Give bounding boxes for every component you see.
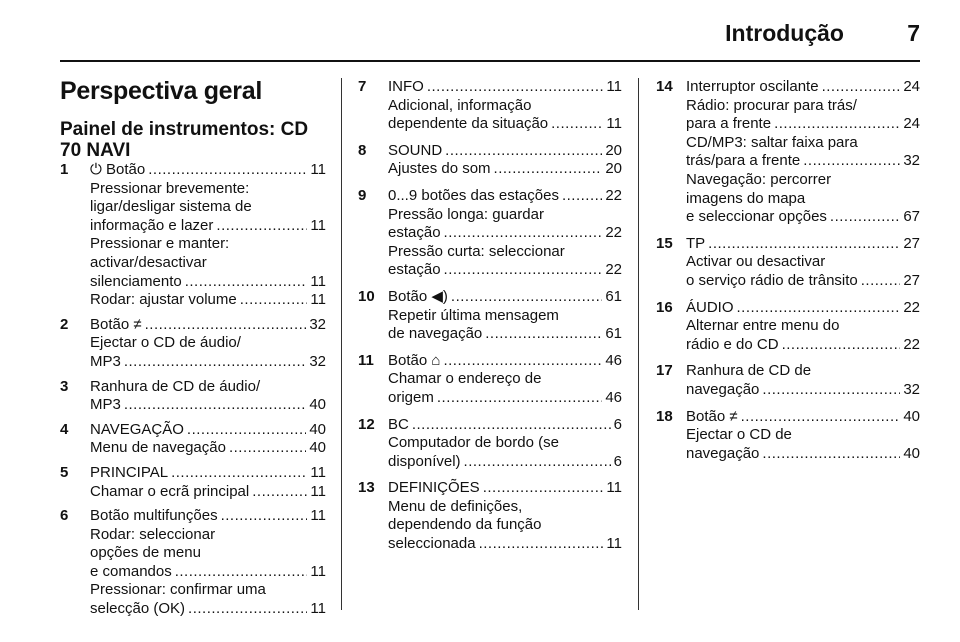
entry-text: trás/para a frente [686, 152, 801, 170]
entry-item [60, 316, 326, 372]
entry-line [388, 516, 622, 535]
entry-line [90, 581, 326, 600]
entry-text: Adicional, informação [388, 96, 532, 114]
dot-leader [412, 416, 611, 435]
page-reference: 22 [903, 335, 920, 353]
page-reference: 11 [310, 216, 326, 234]
entry-line [388, 307, 622, 326]
entry-line [686, 78, 920, 97]
dot-leader [803, 152, 900, 171]
page-reference: 32 [309, 315, 326, 333]
dot-leader [822, 78, 901, 97]
entry-text: Menu de definições, [388, 497, 523, 515]
page-reference: 20 [605, 160, 622, 178]
entry-text: Botão multifunções [90, 507, 218, 525]
entry-line [90, 544, 326, 563]
entry-item [60, 161, 326, 310]
entry-text: PRINCIPAL [90, 463, 169, 481]
entry-text: Botão ≠ [686, 407, 738, 425]
entry-text: rádio e do CD [686, 335, 779, 353]
entry-line [388, 370, 622, 389]
page-reference: 46 [605, 351, 622, 369]
entry-text: NAVEGAÇÃO [90, 420, 184, 438]
subsection-title: Painel de instrumentos: CD 70 NAVI [60, 119, 309, 161]
entry-line [90, 316, 326, 335]
entry-text: estação [388, 261, 441, 279]
entry-text: dependendo da função [388, 516, 542, 534]
entry-number: 17 [656, 362, 673, 380]
entry-line [90, 334, 326, 353]
page-reference: 22 [605, 186, 622, 204]
entry-item [656, 408, 920, 464]
entry-text: DEFINIÇÕES [388, 479, 480, 497]
page-reference: 46 [605, 388, 622, 406]
dot-leader [185, 273, 308, 292]
page-reference: 24 [903, 78, 920, 95]
entry-text: MP3 [90, 396, 121, 414]
dot-leader [240, 291, 308, 310]
dot-leader [741, 408, 901, 427]
page-reference: 61 [605, 287, 622, 305]
page-reference: 27 [903, 271, 920, 289]
entry-line [388, 78, 622, 97]
entry-item [60, 378, 326, 415]
page-reference: 40 [903, 407, 920, 425]
entry-number: 4 [60, 420, 69, 438]
entry-list [358, 78, 622, 554]
entry-line [388, 453, 622, 472]
entry-line [388, 187, 622, 206]
entry-text: Pressionar brevemente: [90, 179, 250, 197]
entry-line [686, 408, 920, 427]
entry-line [388, 243, 622, 262]
entry-text: CD/MP3: saltar faixa para [686, 133, 858, 151]
entry-line [388, 160, 622, 179]
column-1 [60, 76, 326, 625]
entry-number: 1 [60, 161, 69, 178]
dot-leader [252, 483, 307, 502]
entry-line [90, 378, 326, 397]
entry-line [686, 171, 920, 190]
page-header [60, 14, 920, 54]
entry-item [656, 299, 920, 355]
dot-leader [762, 381, 900, 400]
entry-text: Botão ≠ [90, 315, 142, 333]
entry-line [686, 97, 920, 116]
entry-item [656, 235, 920, 291]
entry-line [388, 479, 622, 498]
entry-text: Navegação: percorrer [686, 170, 832, 188]
entry-text: disponível) [388, 452, 461, 470]
entry-item [358, 479, 622, 553]
entry-number: 9 [358, 186, 367, 204]
entry-line [388, 389, 622, 408]
entry-text: Pressionar e manter: [90, 235, 230, 253]
page-reference: 11 [606, 115, 622, 133]
entry-text: informação e lazer [90, 216, 214, 234]
entry-number: 8 [358, 141, 367, 159]
entry-text: selecção (OK) [90, 600, 186, 618]
entry-text: activar/desactivar [90, 253, 207, 271]
entry-text: de navegação [388, 325, 483, 343]
entry-line [388, 498, 622, 517]
entry-number: 13 [358, 479, 375, 497]
entry-text: Activar ou desactivar [686, 253, 826, 271]
page-reference: 11 [310, 507, 326, 525]
entry-line [90, 483, 326, 502]
entry-line [388, 288, 622, 307]
entry-line [388, 325, 622, 344]
dot-leader [494, 160, 603, 179]
dot-leader [479, 535, 604, 554]
page-reference: 11 [606, 535, 622, 553]
entry-number: 16 [656, 298, 673, 316]
dot-leader [861, 272, 901, 291]
dot-leader [188, 600, 307, 619]
entry-line [686, 134, 920, 153]
entry-line [686, 381, 920, 400]
dot-leader [171, 464, 307, 483]
entry-text: Rodar: ajustar volume [90, 291, 237, 309]
entry-text: ligar/desligar sistema de [90, 198, 252, 216]
dot-leader [145, 316, 307, 335]
entry-text: Ranhura de CD de áudio/ [90, 377, 261, 395]
entry-line [388, 416, 622, 435]
entry-item [358, 142, 622, 179]
entry-text: Repetir última mensagem [388, 306, 559, 324]
entry-number: 5 [60, 463, 69, 481]
entry-line [90, 353, 326, 372]
page-reference: 11 [310, 463, 326, 481]
dot-leader [148, 161, 307, 180]
dot-leader [444, 224, 603, 243]
page-reference: 27 [903, 234, 920, 252]
entry-line [90, 273, 326, 292]
dot-leader [124, 353, 306, 372]
dot-leader [445, 142, 602, 161]
page-reference: 11 [310, 291, 326, 309]
dot-leader [451, 288, 602, 307]
entry-item [656, 78, 920, 227]
entry-text: origem [388, 388, 434, 406]
dot-leader [485, 325, 602, 344]
entry-text: Ranhura de CD de [686, 362, 812, 380]
dot-leader [762, 445, 900, 464]
page-reference: 40 [309, 396, 326, 414]
entry-text: ÁUDIO [686, 298, 734, 316]
page-reference: 32 [309, 352, 326, 370]
column-divider [341, 78, 342, 610]
entry-text: silenciamento [90, 272, 182, 290]
column-divider [638, 78, 639, 610]
page-reference: 24 [903, 115, 920, 133]
entry-item [358, 78, 622, 134]
entry-line [90, 526, 326, 545]
entry-line [388, 224, 622, 243]
entry-line [90, 439, 326, 458]
entry-item [358, 352, 622, 408]
entry-line [90, 507, 326, 526]
dot-leader [464, 453, 611, 472]
entry-text: SOUND [388, 141, 443, 159]
entry-item [358, 288, 622, 344]
page-number: 7 [907, 20, 920, 46]
entry-number: 10 [358, 287, 375, 305]
entry-text: navegação [686, 444, 760, 462]
entry-text: dependente da situação [388, 115, 549, 133]
entry-line [90, 235, 326, 254]
entry-number: 15 [656, 234, 673, 252]
entry-text: estação [388, 224, 441, 242]
dot-leader [551, 115, 603, 134]
entry-line [388, 261, 622, 280]
entry-text: Botão ◀) [388, 287, 448, 305]
page-reference: 6 [613, 452, 622, 470]
entry-text: seleccionada [388, 535, 476, 553]
column-3 [656, 78, 920, 471]
entry-line [686, 235, 920, 254]
entry-text: Chamar o endereço de [388, 370, 542, 388]
page-reference: 11 [310, 161, 326, 178]
entry-line [686, 445, 920, 464]
page-reference: 20 [605, 141, 622, 159]
entry-number: 11 [358, 351, 374, 369]
entry-line [686, 152, 920, 171]
dot-leader [124, 396, 306, 415]
page-reference: 11 [606, 78, 622, 95]
entry-item [358, 416, 622, 472]
section-title: Perspectiva geral [60, 77, 262, 105]
entry-line [90, 600, 326, 619]
entry-line [90, 180, 326, 199]
header-title: Introdução [725, 20, 844, 46]
entry-number: 12 [358, 415, 375, 433]
entry-text: opções de menu [90, 544, 201, 562]
entry-item [656, 362, 920, 399]
dot-leader [562, 187, 602, 206]
entry-line [686, 362, 920, 381]
dot-leader [443, 352, 602, 371]
header-rule [60, 60, 920, 62]
page-reference: 40 [903, 444, 920, 462]
entry-line [90, 198, 326, 217]
page-reference: 61 [605, 325, 622, 343]
entry-text: Ejectar o CD de [686, 426, 792, 444]
dot-leader [437, 389, 602, 408]
entry-text: MP3 [90, 352, 121, 370]
entry-line [388, 142, 622, 161]
entry-text: Rodar: seleccionar [90, 525, 216, 543]
entry-line [388, 206, 622, 225]
entry-line [90, 291, 326, 310]
page-reference: 11 [310, 272, 326, 290]
page-reference: 6 [613, 415, 622, 433]
entry-line [388, 115, 622, 134]
entry-line [686, 208, 920, 227]
entry-text: Chamar o ecrã principal [90, 482, 250, 500]
page-reference: 22 [605, 261, 622, 279]
dot-leader [830, 208, 900, 227]
dot-leader [782, 336, 901, 355]
entry-line [90, 217, 326, 236]
page-reference: 11 [606, 479, 622, 497]
entry-line [90, 254, 326, 273]
dot-leader [737, 299, 901, 318]
entry-line [686, 336, 920, 355]
entry-text: Interruptor oscilante [686, 78, 819, 95]
entry-number: 3 [60, 377, 69, 395]
entry-number: 18 [656, 407, 673, 425]
entry-list [656, 78, 920, 463]
entry-text: Ajustes do som [388, 160, 491, 178]
entry-line [90, 563, 326, 582]
entry-line [388, 434, 622, 453]
entry-text: para a frente [686, 115, 772, 133]
entry-text: Alternar entre menu do [686, 317, 840, 335]
entry-item [358, 187, 622, 280]
entry-text: Pressão curta: seleccionar [388, 242, 565, 260]
entry-text: e seleccionar opções [686, 208, 827, 226]
entry-text: o serviço rádio de trânsito [686, 271, 858, 289]
entry-number: 7 [358, 78, 367, 95]
entry-text: 0...9 botões das estações [388, 186, 559, 204]
page-reference: 11 [310, 562, 326, 580]
entry-item [60, 464, 326, 501]
dot-leader [444, 261, 603, 280]
entry-line [686, 299, 920, 318]
dot-leader [708, 235, 900, 254]
entry-text: Rádio: procurar para trás/ [686, 96, 857, 114]
entry-text: TP [686, 234, 706, 252]
entry-list [60, 161, 326, 619]
entry-text: Menu de navegação [90, 439, 226, 457]
dot-leader [175, 563, 308, 582]
dot-leader [187, 421, 306, 440]
entry-line [90, 464, 326, 483]
entry-line [388, 535, 622, 554]
dot-leader [221, 507, 308, 526]
dot-leader [483, 479, 604, 498]
page-reference: 11 [310, 600, 326, 618]
dot-leader [216, 217, 307, 236]
entry-line [686, 426, 920, 445]
entry-line [388, 352, 622, 371]
entry-text: e comandos [90, 562, 172, 580]
entry-line [686, 190, 920, 209]
entry-number: 14 [656, 78, 673, 95]
entry-line [90, 161, 326, 180]
page-reference: 67 [903, 208, 920, 226]
page-reference: 32 [903, 152, 920, 170]
entry-text: ⏻ Botão [90, 161, 146, 178]
page-reference: 40 [309, 439, 326, 457]
entry-text: INFO [388, 78, 424, 95]
page-reference: 11 [310, 482, 326, 500]
entry-line [686, 272, 920, 291]
entry-text: Ejectar o CD de áudio/ [90, 334, 241, 352]
column-2 [358, 78, 622, 562]
dot-leader [427, 78, 604, 97]
entry-text: Computador de bordo (se [388, 434, 559, 452]
entry-number: 6 [60, 507, 69, 525]
page-reference: 22 [605, 224, 622, 242]
entry-line [90, 421, 326, 440]
entry-text: imagens do mapa [686, 189, 806, 207]
entry-text: Botão ⌂ [388, 351, 441, 369]
page-reference: 22 [903, 298, 920, 316]
entry-line [90, 396, 326, 415]
dot-leader [774, 115, 900, 134]
entry-item [60, 507, 326, 619]
entry-item [60, 421, 326, 458]
page-reference: 32 [903, 380, 920, 398]
entry-text: navegação [686, 380, 760, 398]
entry-line [388, 97, 622, 116]
entry-text: Pressionar: confirmar uma [90, 581, 266, 599]
dot-leader [229, 439, 306, 458]
page-reference: 40 [309, 420, 326, 438]
entry-line [686, 317, 920, 336]
entry-line [686, 115, 920, 134]
entry-number: 2 [60, 315, 69, 333]
entry-text: Pressão longa: guardar [388, 205, 544, 223]
entry-text: BC [388, 415, 409, 433]
entry-line [686, 253, 920, 272]
